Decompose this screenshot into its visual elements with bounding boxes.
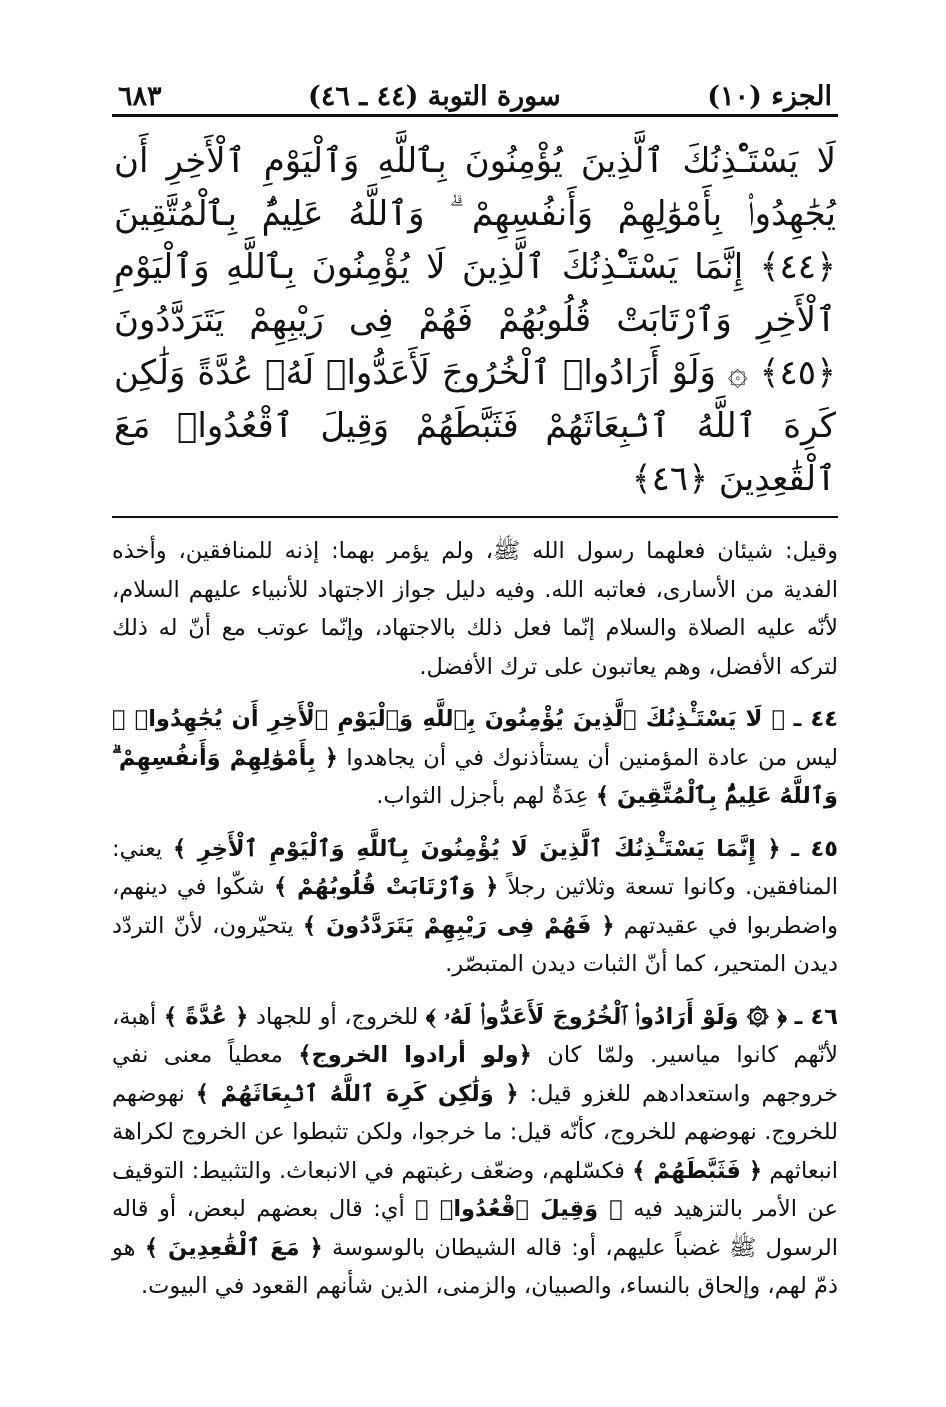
commentary-46 bbox=[112, 998, 838, 1306]
text: عِدَةٌ لهم بأجزل الثواب. bbox=[376, 783, 596, 809]
quote: ﴿ ۞ وَلَوْ أَرَادُوا۟ ٱلْخُرُوجَ لَأَعَدُّوا۟ لَهُۥ ﴾ bbox=[425, 1003, 787, 1030]
quote: ﴿ إِنَّمَا يَسْتَـْٔذِنُكَ ٱلَّذِينَ لَا يُؤْمِنُونَ بِٱللَّهِ وَٱلْيَوْمِ ٱلْأَخِرِ ﴾ bbox=[173, 835, 781, 862]
commentary-46-number: ٤٦ ـ bbox=[794, 1003, 838, 1030]
text: أي: قال بعضهم لبعض، أو قاله الرسول ﷺ غضباً عليهم، أو: قاله الشيطان بالوسوسة bbox=[112, 1196, 838, 1261]
quote: ﴿ مَعَ ٱلْقَٰعِدِينَ ﴾ bbox=[144, 1234, 323, 1261]
juz-label: الجزء (١٠) bbox=[707, 81, 832, 112]
quote: ﴿ لَا يَسْتَـْٔذِنُكَ ٱلَّذِينَ يُؤْمِنُونَ بِٱللَّهِ وَٱلْيَوْمِ ٱلْأَخِرِ أَن يُجَٰهِدُوا۟ ﴾ bbox=[112, 706, 786, 732]
text: شكّوا في دينهم، واضطربوا في عقيدتهم bbox=[112, 874, 838, 939]
quote: ﴿ وَٱرْتَابَتْ قُلُوبُهُمْ ﴾ bbox=[273, 874, 499, 900]
verse-44: لَا يَسْتَـْٔذِنُكَ ٱلَّذِينَ يُؤْمِنُونَ بِٱللَّهِ وَٱلْيَوْمِ ٱلْأَخِرِ أَن يُجَٰهِدُوا۟ بِأَمْوَٰلِهِمْ وَأَنفُسِهِمْ ۗ وَٱللَّهُ عَلِيمٌۢ بِٱلْمُتَّقِينَ ﴿٤٤﴾ bbox=[114, 141, 836, 287]
text: ليس من عادة المؤمنين أن يستأذنوك في أن يجاهدوا bbox=[337, 744, 838, 771]
quote: ﴿ وَقِيلَ ٱقْعُدُوا۟ ﴾ bbox=[415, 1196, 623, 1222]
text: يعني: المنافقين. وكانوا تسعة وثلاثين رجلاً bbox=[112, 835, 838, 900]
quote: ﴿ عُدَّةً ﴾ bbox=[163, 1003, 249, 1030]
surah-title: سورة التوبة (٤٤ ـ ٤٦) bbox=[308, 81, 561, 112]
commentary-45-number: ٤٥ ـ bbox=[791, 835, 838, 862]
quote: ﴿ وَلَٰكِن كَرِهَ ٱللَّهُ ٱنۢبِعَاثَهُمْ ﴾ bbox=[195, 1080, 519, 1107]
section-divider bbox=[112, 516, 838, 518]
text: أهبة، لأنّهم كانوا مياسير. ولمّا كان bbox=[112, 1003, 838, 1068]
verse-46: ۞ وَلَوْ أَرَادُوا۟ ٱلْخُرُوجَ لَأَعَدُّوا۟ لَهُۥ عُدَّةً وَلَٰكِن كَرِهَ ٱللَّهُ ٱنۢبِعَاثَهُمْ فَثَبَّطَهُمْ وَقِيلَ ٱقْعُدُوا۟ مَعَ ٱلْقَٰعِدِينَ ﴿٤٦﴾ bbox=[114, 353, 836, 499]
text: هو ذمّ لهم، وإلحاق بالنساء، والصبيان، والزمنى، الذين شأنهم القعود في البيوت. bbox=[112, 1234, 838, 1299]
page-header bbox=[112, 62, 838, 112]
quote: ﴿ فَهُمْ فِى رَيْبِهِمْ يَتَرَدَّدُونَ ﴾ bbox=[302, 912, 615, 939]
quote: ﴿ بِأَمْوَٰلِهِمْ وَأَنفُسِهِمْ ۗ وَٱللَّهُ عَلِيمٌۢ بِٱلْمُتَّقِينَ ﴾ bbox=[112, 744, 838, 809]
quote: ﴿ولو أرادوا الخروج﴾ bbox=[298, 1042, 532, 1068]
text: يتحيّرون، لأنّ التردّد ديدن المتحير، كما أنّ الثبات ديدن المتبصّر. bbox=[112, 912, 838, 977]
text: معطياً معنى نفي خروجهم واستعدادهم للغزو قيل: bbox=[112, 1042, 838, 1107]
header-rule bbox=[112, 114, 838, 117]
commentary-intro: وقيل: شيئان فعلهما رسول الله ﷺ، ولم يؤمر بهما: إذنه للمنافقين، وأخذه الفدية من الأسارى، فعاتبه الله. وفيه دليل جواز الاجتهاد للأنبياء عليهم السلام، لأنّه عليه الصلاة والسلام إنّما فعل ذلك بالاجتهاد، وإنّما عوتب مع أنّ له ذلك لتركه الأفضل، وهم يعاتبون على ترك الأفضل. bbox=[112, 538, 838, 680]
commentary-45 bbox=[112, 830, 838, 984]
text: نهوضهم للخروج. نهوضهم للخروج، كأنّه قيل: ما خرجوا، ولكن تثبطوا عن الخروج لكراهة انبعاثهم bbox=[112, 1080, 838, 1184]
page-number: ٦٨٣ bbox=[118, 81, 162, 112]
quote: ﴿ فَثَبَّطَهُمْ ﴾ bbox=[632, 1157, 763, 1184]
commentary-44-number: ٤٤ ـ bbox=[793, 706, 838, 732]
text: للخروج، أو للجهاد bbox=[248, 1003, 426, 1030]
verse-45: إِنَّمَا يَسْتَـْٔذِنُكَ ٱلَّذِينَ لَا يُؤْمِنُونَ بِٱللَّهِ وَٱلْيَوْمِ ٱلْأَخِرِ وَٱرْتَابَتْ قُلُوبُهُمْ فَهُمْ فِى رَيْبِهِمْ يَتَرَدَّدُونَ ﴿٤٥﴾ bbox=[114, 247, 836, 393]
text: فكسّلهم، وضعّف رغبتهم في الانبعاث. والتثبيط: التوقيف عن الأمر بالتزهيد فيه bbox=[112, 1157, 838, 1222]
quran-verses bbox=[112, 135, 838, 506]
commentary-44 bbox=[112, 700, 838, 816]
